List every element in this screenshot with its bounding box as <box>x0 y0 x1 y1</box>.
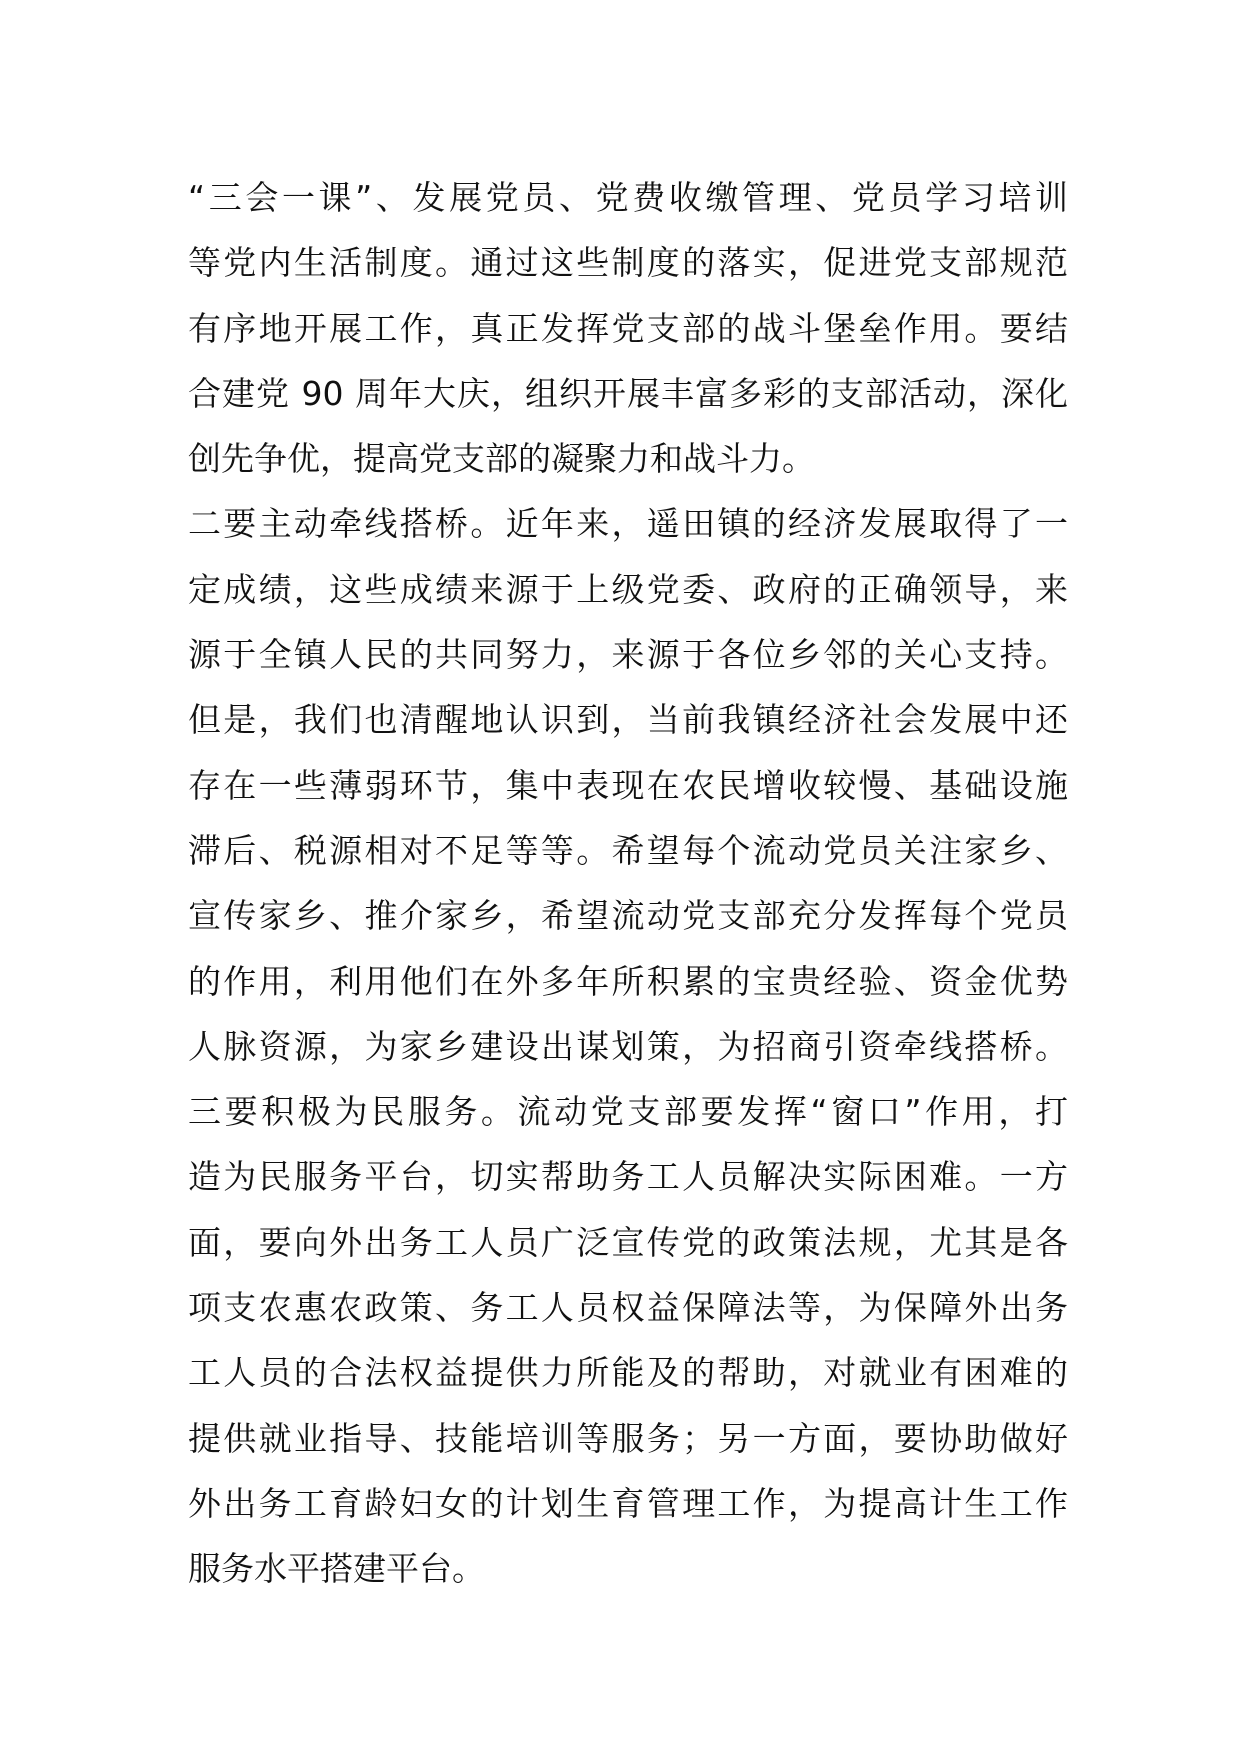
text-line: “三会一课”、发展党员、党费收缴管理、党员学习培训 <box>188 178 1068 217</box>
text-line: 外出务工育龄妇女的计划生育管理工作，为提高计生工作 <box>188 1483 1068 1523</box>
text-line: 三要积极为民服务。流动党支部要发挥“窗口”作用，打 <box>188 1092 1068 1132</box>
text-line: 面，要向外出务工人员广泛宣传党的政策法规，尤其是各 <box>188 1222 1068 1262</box>
text-line: 宣传家乡、推介家乡，希望流动党支部充分发挥每个党员 <box>188 896 1068 936</box>
text-line: 创先争优，提高党支部的凝聚力和战斗力。 <box>188 439 815 479</box>
text-line: 源于全镇人民的共同努力，来源于各位乡邻的关心支持。 <box>188 635 1068 675</box>
text-line: 提供就业指导、技能培训等服务；另一方面，要协助做好 <box>188 1418 1068 1458</box>
body-text <box>188 165 1068 1602</box>
text-line: 定成绩，这些成绩来源于上级党委、政府的正确领导，来 <box>188 569 1068 609</box>
text-line: 二要主动牵线搭桥。近年来，遥田镇的经济发展取得了一 <box>188 504 1068 544</box>
text-line: 造为民服务平台，切实帮助务工人员解决实际困难。一方 <box>188 1157 1068 1197</box>
text-line: 人脉资源，为家乡建设出谋划策，为招商引资牵线搭桥。 <box>188 1026 1068 1066</box>
text-line: 合建党 90 周年大庆，组织开展丰富多彩的支部活动，深化 <box>188 373 1068 413</box>
text-line: 存在一些薄弱环节，集中表现在农民增收较慢、基础设施 <box>188 765 1068 805</box>
text-line: 滞后、税源相对不足等等。希望每个流动党员关注家乡、 <box>188 830 1068 870</box>
text-line: 项支农惠农政策、务工人员权益保障法等，为保障外出务 <box>188 1288 1068 1328</box>
text-line: 有序地开展工作，真正发挥党支部的战斗堡垒作用。要结 <box>188 308 1068 348</box>
text-line: 的作用，利用他们在外多年所积累的宝贵经验、资金优势 <box>188 961 1068 1001</box>
text-line: 服务水平搭建平台。 <box>188 1549 485 1589</box>
text-line: 工人员的合法权益提供力所能及的帮助，对就业有困难的 <box>188 1353 1068 1393</box>
text-line: 但是，我们也清醒地认识到，当前我镇经济社会发展中还 <box>188 700 1068 740</box>
text-line: 等党内生活制度。通过这些制度的落实，促进党支部规范 <box>188 243 1068 283</box>
